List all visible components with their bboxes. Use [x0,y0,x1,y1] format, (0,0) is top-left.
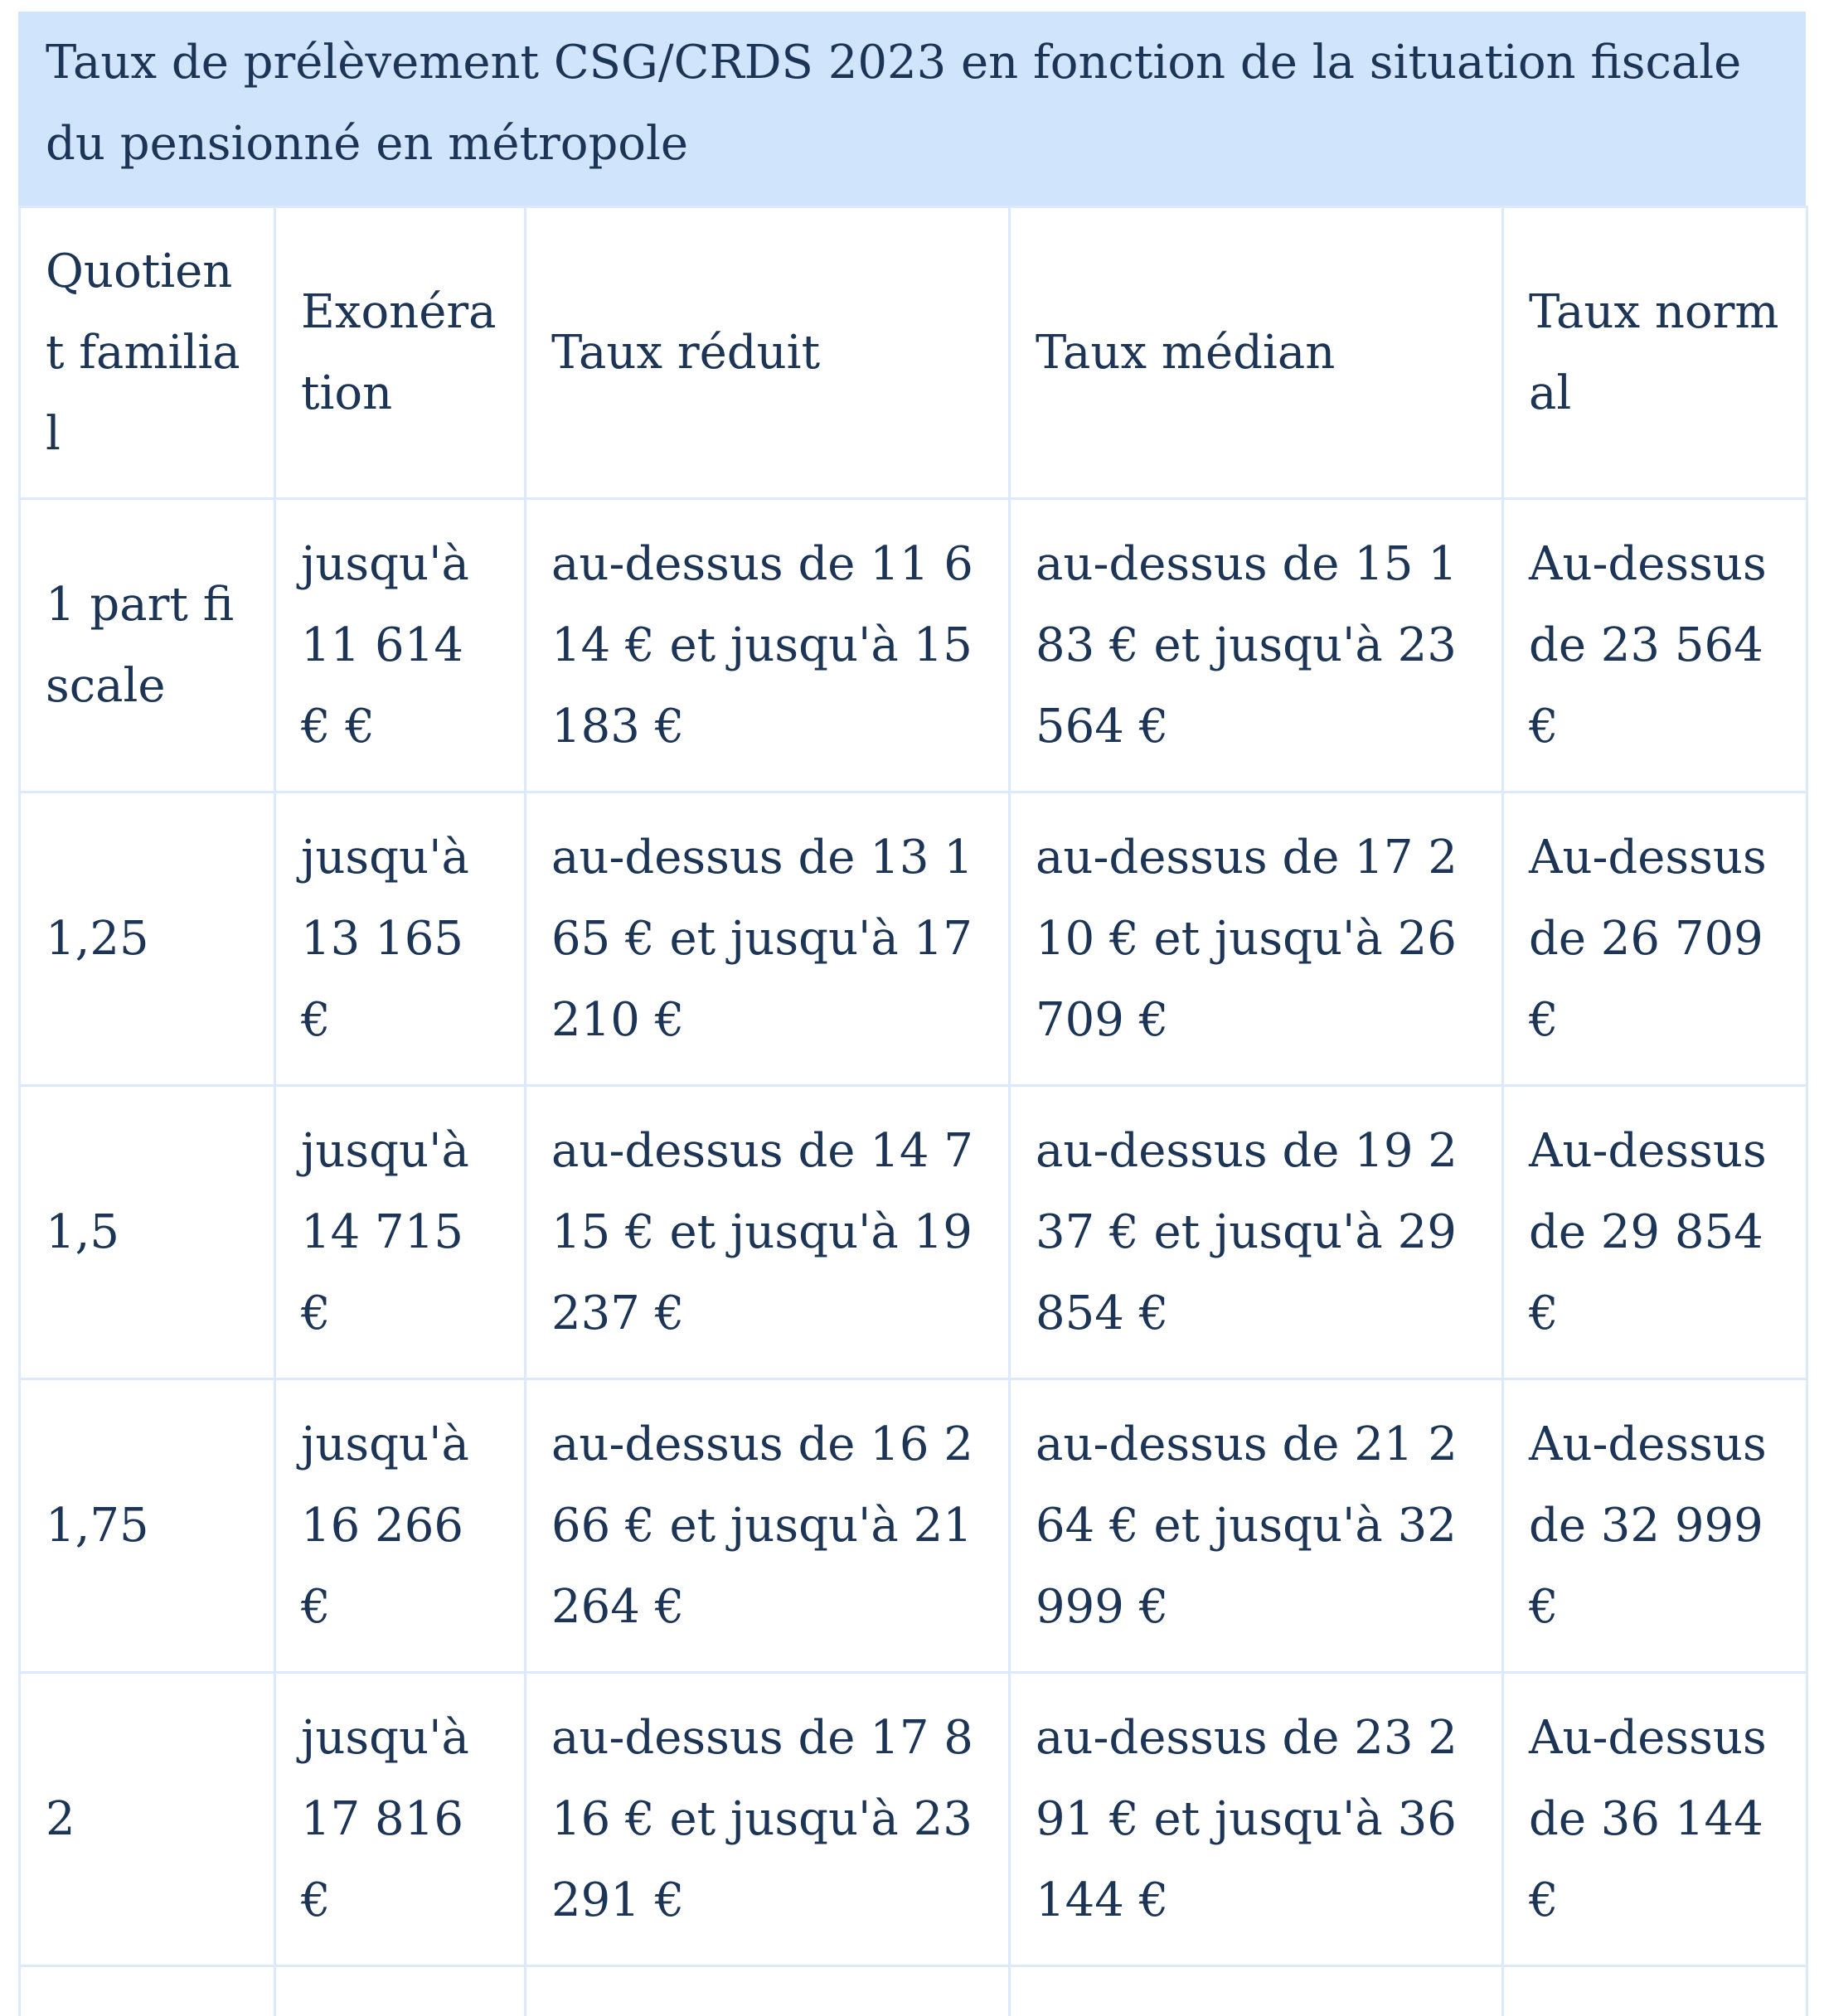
cell-quotient: 1,5 [20,1086,275,1379]
cell-taux-median: au-dessus de 15 183 € et jusqu'à 23 564 € [1010,499,1503,792]
cell-taux-reduit: au-dessus de 17 816 € et jusqu'à 23 291 € [526,1673,1010,1966]
cell-taux-median: au-dessus de 23 291 € et jusqu'à 36 144 € [1010,1673,1503,1966]
table-row [20,1379,1807,1673]
table-row [20,792,1807,1086]
cell-taux-normal: Au-dessus de 32 999 € [1503,1379,1807,1673]
header-row [20,207,1807,499]
cell-taux-normal: Au-dessus de 36 144 € [1503,1673,1807,1966]
cell-taux-reduit: au-dessus de 11 614 € et jusqu'à 15 183 € [526,499,1010,792]
cell-taux-reduit: au-dessus de 14 715 € et jusqu'à 19 237 € [526,1086,1010,1379]
cell-taux-normal: Au-dessus de 26 709 € [1503,792,1807,1086]
header-taux-median: Taux médian [1010,207,1503,499]
header-exoneration: Exonération [275,207,526,499]
cell-exoneration: jusqu'à 11 614 € € [275,499,526,792]
cell-exoneration: jusqu'à 17 816 € [275,1673,526,1966]
cell-exoneration: jusqu'à 14 715 € [275,1086,526,1379]
cell-quotient: 1,75 [20,1379,275,1673]
cell-taux-median: au-dessus de 21 264 € et jusqu'à 32 999 € [1010,1379,1503,1673]
csg-rate-table [18,206,1808,2016]
cell-empty [275,1966,526,2016]
cell-taux-reduit: au-dessus de 16 266 € et jusqu'à 21 264 € [526,1379,1010,1673]
cell-quotient: 2 [20,1673,275,1966]
cell-taux-normal: Au-dessus de 23 564 € [1503,499,1807,792]
table-row-cut-off [20,1966,1807,2016]
cell-exoneration: jusqu'à 13 165 € [275,792,526,1086]
table-caption: Taux de prélèvement CSG/CRDS 2023 en fonction de la situation fiscale du pensionné en métropole [18,12,1806,206]
table-row [20,1086,1807,1379]
cell-taux-reduit: au-dessus de 13 165 € et jusqu'à 17 210 € [526,792,1010,1086]
table-row [20,499,1807,792]
cell-taux-median: au-dessus de 17 210 € et jusqu'à 26 709 € [1010,792,1503,1086]
table-row [20,1673,1807,1966]
cell-taux-normal: Au-dessus de 29 854 € [1503,1086,1807,1379]
cell-empty [1010,1966,1503,2016]
header-taux-reduit: Taux réduit [526,207,1010,499]
header-taux-normal: Taux normal [1503,207,1807,499]
csg-rate-table-container [18,12,1806,2016]
header-quotient-familial: Quotient familial [20,207,275,499]
cell-empty [20,1966,275,2016]
cell-quotient: 1,25 [20,792,275,1086]
cell-exoneration: jusqu'à 16 266 € [275,1379,526,1673]
cell-empty [1503,1966,1807,2016]
cell-quotient: 1 part fiscale [20,499,275,792]
cell-taux-median: au-dessus de 19 237 € et jusqu'à 29 854 € [1010,1086,1503,1379]
cell-empty [526,1966,1010,2016]
